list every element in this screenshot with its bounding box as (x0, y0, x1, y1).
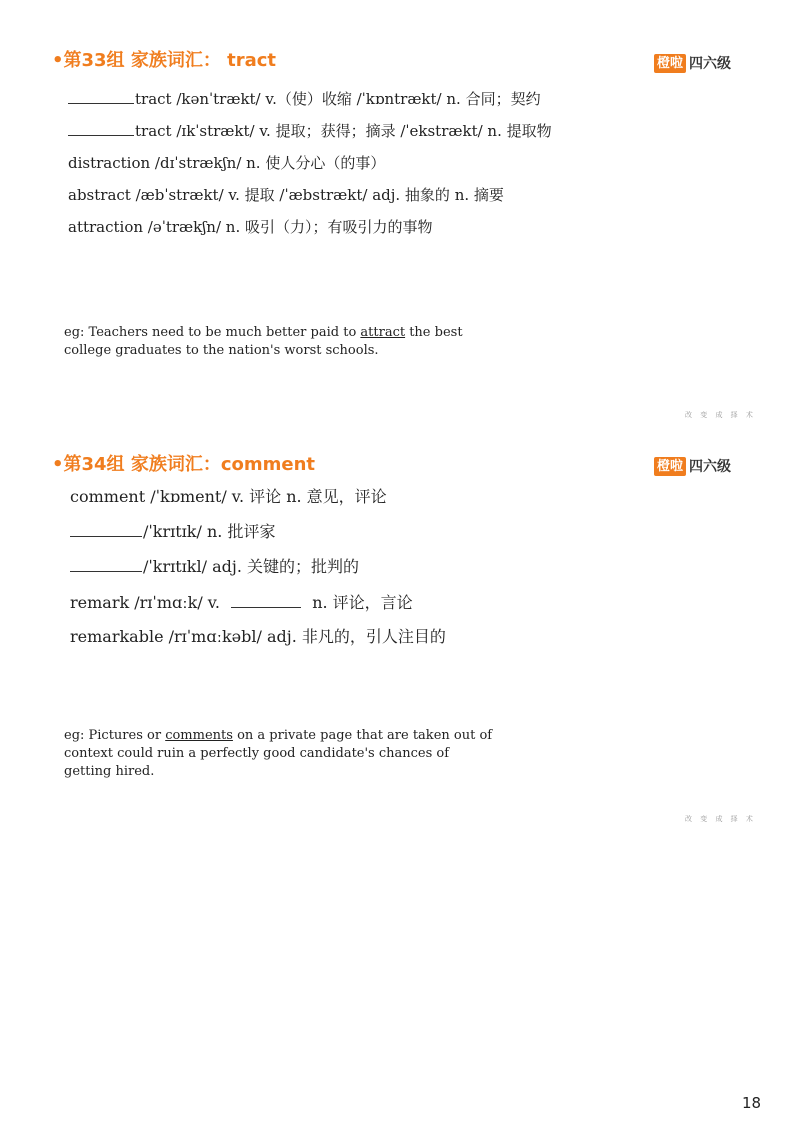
fill-blank (231, 591, 301, 608)
vocab-entry-remarkable: remarkable /rɪˈmɑːkəbl/ adj. 非凡的，引人注目的 (70, 627, 446, 646)
section-title-group-34: •第34组 家族词汇：comment (52, 454, 315, 475)
brand-logo: 橙啦 (654, 457, 686, 476)
vocab-entry-contract: tract /kənˈtrækt/ v.（使）收缩 /ˈkɒntrækt/ n. 合同；契约 (68, 88, 541, 109)
brand-level-label: 四六级 (689, 459, 732, 475)
page-number: 18 (742, 1094, 762, 1112)
underlined-word: attract (360, 325, 406, 340)
vocab-entry-abstract: abstract /æbˈstrækt/ v. 提取 /ˈæbstrækt/ adj. 抽象的 n. 摘要 (68, 186, 504, 204)
fill-blank (70, 520, 142, 537)
vocab-entry-critical: /ˈkrɪtɪkl/ adj. 关键的；批判的 (70, 554, 359, 577)
section-title-group-33: •第33组 家族词汇： tract (52, 50, 276, 71)
vocab-entry-remark: remark /rɪˈmɑːk/ v. n. 评论，言论 (70, 593, 413, 612)
underlined-word: comments (165, 728, 233, 743)
brand-badge-middle (654, 456, 731, 476)
vocab-entry-comment: comment /ˈkɒment/ v. 评论 n. 意见，评论 (70, 487, 387, 506)
fill-blank (70, 555, 142, 572)
brand-level-label: 四六级 (689, 56, 732, 72)
example-line-2: college graduates to the nation's worst schools. (64, 343, 379, 358)
vocab-entry-attraction: attraction /əˈtrækʃn/ n. 吸引（力）；有吸引力的事物 (68, 218, 433, 236)
brand-badge-top (654, 53, 731, 73)
vocab-entry-distraction: distraction /dɪˈstrækʃn/ n. 使人分心（的事） (68, 154, 386, 172)
footer-watermark-2: 改 变 成 择 术 (685, 815, 756, 823)
example-line-1: eg: Pictures or comments on a private page that are taken out of (64, 728, 493, 743)
example-line-3: getting hired. (64, 764, 155, 779)
example-line-2: context could ruin a perfectly good candidate's chances of (64, 746, 450, 761)
footer-watermark-1: 改 变 成 择 术 (685, 411, 756, 419)
brand-logo: 橙啦 (654, 54, 686, 73)
example-sentence-group-33 (64, 324, 463, 360)
vocab-entry-critic: /ˈkrɪtɪk/ n. 批评家 (70, 519, 275, 542)
fill-blank (68, 120, 134, 136)
vocab-entry-extract: tract /ɪkˈstrækt/ v. 提取；获得；摘录 /ˈekstrækt/ n. 提取物 (68, 120, 552, 141)
example-sentence-group-34 (64, 727, 492, 781)
example-line-1: eg: Teachers need to be much better paid to attract the best (64, 325, 463, 340)
fill-blank (68, 88, 134, 104)
